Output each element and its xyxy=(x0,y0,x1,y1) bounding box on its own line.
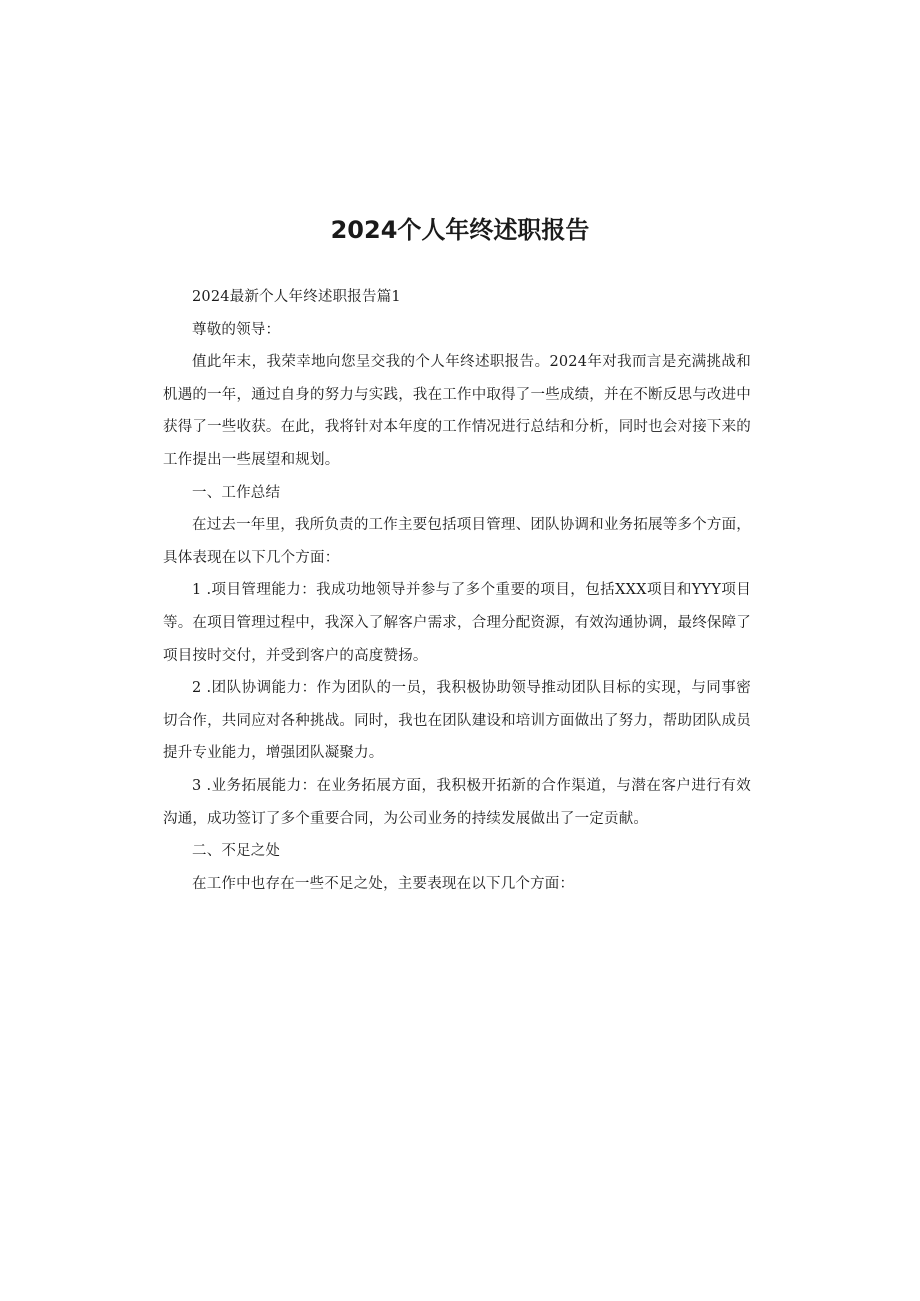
document-body xyxy=(163,281,751,900)
intro-paragraph: 值此年末，我荣幸地向您呈交我的个人年终述职报告。2024年对我而言是充满挑战和机遇的一年，通过自身的努力与实践，我在工作中取得了一些成绩，并在不断反思与改进中获得了一些收获。在此，我将针对本年度的工作情况进行总结和分析，同时也会对接下来的工作提出一些展望和规划。 xyxy=(163,354,751,468)
report-subtitle: 2024最新个人年终述职报告篇1 xyxy=(192,289,401,305)
document-title: 2024个人年终述职报告 xyxy=(330,216,590,244)
section-heading-work-summary: 一、工作总结 xyxy=(192,484,281,501)
section-heading-shortcomings: 二、不足之处 xyxy=(192,843,281,860)
list-item-project-management: 1 .项目管理能力：我成功地领导并参与了多个重要的项目，包括XXX项目和YYY项目等。在项目管理过程中，我深入了解客户需求，合理分配资源，有效沟通协调，最终保障了项目按时交付，并受到客户的高度赞扬。 xyxy=(163,582,751,664)
list-item-team-coordination: 2 .团队协调能力：作为团队的一员，我积极协助领导推动团队目标的实现，与同事密切合作，共同应对各种挑战。同时，我也在团队建设和培训方面做出了努力，帮助团队成员提升专业能力，增强团队凝聚力。 xyxy=(163,680,751,762)
work-summary-paragraph: 在过去一年里，我所负责的工作主要包括项目管理、团队协调和业务拓展等多个方面，具体表现在以下几个方面： xyxy=(163,517,751,566)
shortcomings-paragraph: 在工作中也存在一些不足之处，主要表现在以下几个方面： xyxy=(192,875,575,892)
list-item-business-expansion: 3 .业务拓展能力：在业务拓展方面，我积极开拓新的合作渠道，与潜在客户进行有效沟通，成功签订了多个重要合同，为公司业务的持续发展做出了一定贡献。 xyxy=(163,777,751,827)
salutation: 尊敬的领导： xyxy=(192,321,281,338)
